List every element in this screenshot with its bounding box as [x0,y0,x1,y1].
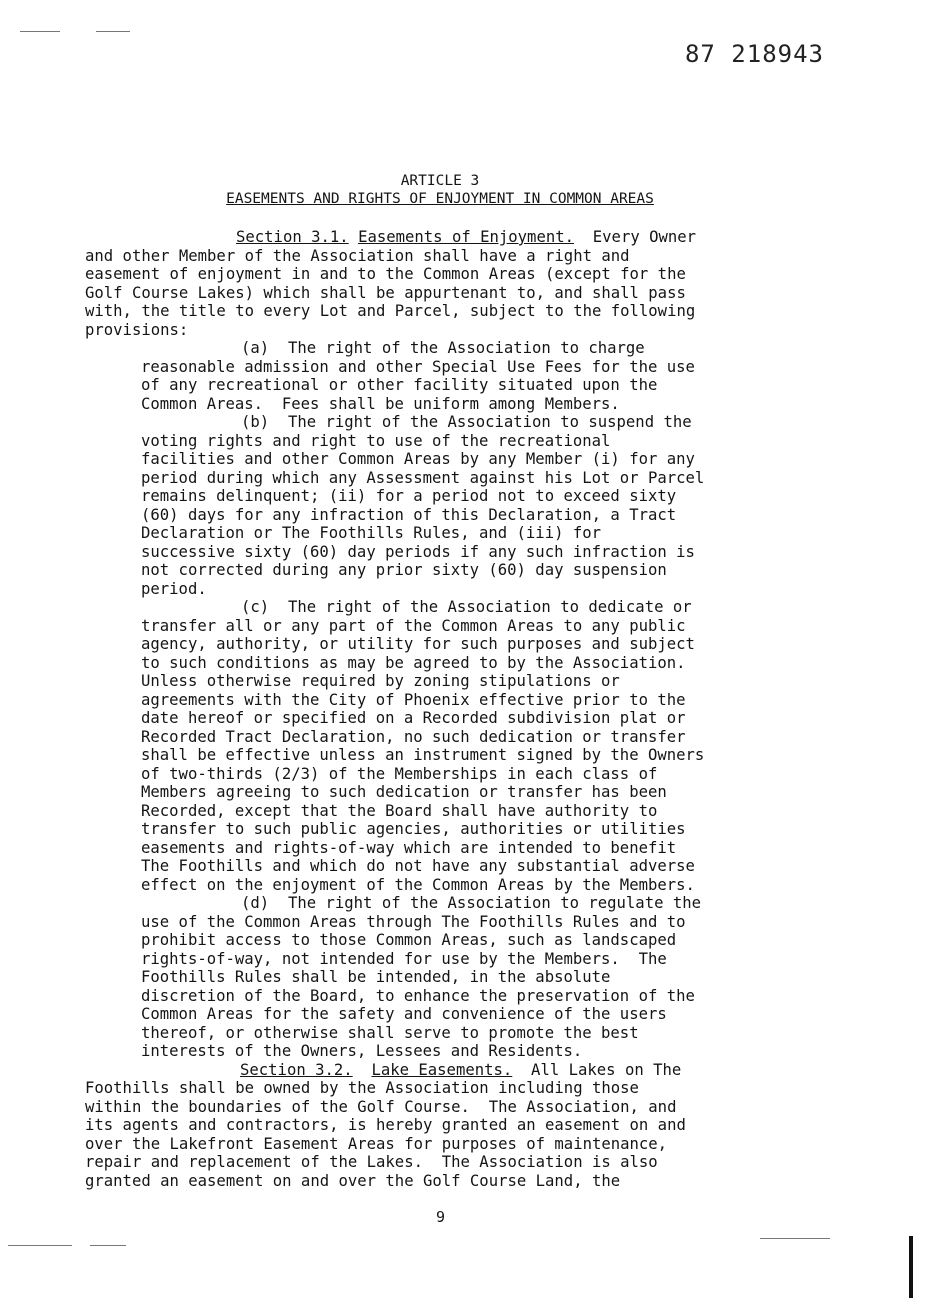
scan-edge-mark [909,1236,913,1298]
section-3-1-line: provisions: [85,320,189,339]
provision-d-line: prohibit access to those Common Areas, such as landscaped [141,931,677,949]
page-number: 9 [436,1208,446,1226]
section-3-2-title: Lake Easements. [371,1060,513,1079]
provision-a-line: of any recreational or other facility situated upon the [141,376,658,394]
scan-speck [90,1245,126,1246]
provision-b-line: period during which any Assessment against his Lot or Parcel [141,468,705,487]
provision-c-line: Members agreeing to such dedication or transfer has been [141,783,667,801]
provision-b-line: (60) days for any infraction of this Declaration, a Tract [141,505,677,524]
scan-speck [8,1245,72,1246]
provision-c-line: (c) The right of the Association to dedicate or [241,598,692,616]
section-3-1-title: Easements of Enjoyment. [358,228,574,246]
provision-a-line: reasonable admission and other Special Use Fees for the use [141,357,695,376]
section-3-2-line: repair and replacement of the Lakes. The Association is also [85,1153,658,1171]
provision-b-line: not corrected during any prior sixty (60) day suspension [141,561,667,579]
provision-c-line: to such conditions as may be agreed to by the Association. [141,653,686,672]
provision-b-line: period. [141,579,207,598]
provision-b-line: remains delinquent; (ii) for a period not to exceed sixty [141,487,677,505]
section-3-2-line: Foothills shall be owned by the Association including those [85,1079,639,1097]
provision-c-line: Recorded, except that the Board shall have authority to [141,801,658,820]
provision-c-line: transfer all or any part of the Common Areas to any public [141,616,686,635]
article-heading [0,172,880,208]
section-3-2-number: Section 3.2. [240,1060,353,1079]
section-3-1-line: with, the title to every Lot and Parcel, subject to the following [85,302,696,320]
provision-c-line: transfer to such public agencies, authorities or utilities [141,820,686,838]
section-3-1-number: Section 3.1. [236,228,349,246]
provision-d-line: interests of the Owners, Lessees and Residents. [141,1042,583,1060]
provision-c-line: effect on the enjoyment of the Common Areas by the Members. [141,875,695,894]
provision-c-line: date hereof or specified on a Recorded subdivision plat or [141,709,686,727]
section-3-2-line: over the Lakefront Easement Areas for purposes of maintenance, [85,1134,668,1153]
document-number: 87 218943 [684,40,824,68]
provision-d-line: use of the Common Areas through The Foothills Rules and to [141,912,686,931]
provision-c-line: Recorded Tract Declaration, no such dedication or transfer [141,727,686,746]
provision-c-line: easements and rights-of-way which are intended to benefit [141,838,677,857]
section-3-2-line: its agents and contractors, is hereby granted an easement on and [85,1116,686,1134]
section-3-1-line: and other Member of the Association shall have a right and [85,246,630,265]
section-3-2-intro-lead: All Lakes on The [512,1060,682,1079]
article-number: ARTICLE 3 [400,173,480,189]
provision-c-line: agreements with the City of Phoenix effective prior to the [141,690,686,709]
section-3-1-line: Golf Course Lakes) which shall be appurtenant to, and shall pass [85,283,686,302]
provision-d-line: (d) The right of the Association to regulate the [241,894,702,912]
section-3-1-intro-lead: Every Owner [574,228,697,246]
provision-b-line: facilities and other Common Areas by any Member (i) for any [141,450,695,468]
provision-c-line: Unless otherwise required by zoning stipulations or [141,672,620,690]
provision-c-line: shall be effective unless an instrument signed by the Owners [141,746,705,764]
section-3-2-line: within the boundaries of the Golf Course. The Association, and [85,1097,677,1116]
provision-b-line: Declaration or The Foothills Rules, and (iii) for [141,524,602,542]
section-3-1-heading [236,228,696,247]
scan-speck [96,31,130,32]
scan-speck [20,31,60,32]
provision-c-line: agency, authority, or utility for such purposes and subject [141,635,695,653]
provision-c-line: of two-thirds (2/3) of the Memberships in each class of [141,764,658,783]
article-title: EASEMENTS AND RIGHTS OF ENJOYMENT IN COMMON AREAS [226,191,654,207]
provision-a-line: Common Areas. Fees shall be uniform among Members. [141,394,620,413]
section-3-2-line: granted an easement on and over the Golf Course Land, the [85,1171,621,1190]
section-3-2-heading [240,1061,681,1080]
provision-d-line: discretion of the Board, to enhance the preservation of the [141,986,695,1005]
provision-d-line: Foothills Rules shall be intended, in the absolute [141,968,611,986]
provision-d-line: rights-of-way, not intended for use by the Members. The [141,949,667,968]
provision-b-line: successive sixty (60) day periods if any such infraction is [141,542,695,561]
provision-c-line: The Foothills and which do not have any substantial adverse [141,857,695,875]
provision-d-line: Common Areas for the safety and convenience of the users [141,1005,667,1023]
provision-d-line: thereof, or otherwise shall serve to promote the best [141,1023,639,1042]
provision-b-line: voting rights and right to use of the recreational [141,431,611,450]
provision-b-line: (b) The right of the Association to suspend the [241,413,692,431]
scan-speck [760,1238,830,1239]
provision-a-line: (a) The right of the Association to charge [241,339,645,357]
section-3-1-line: easement of enjoyment in and to the Common Areas (except for the [85,265,686,283]
